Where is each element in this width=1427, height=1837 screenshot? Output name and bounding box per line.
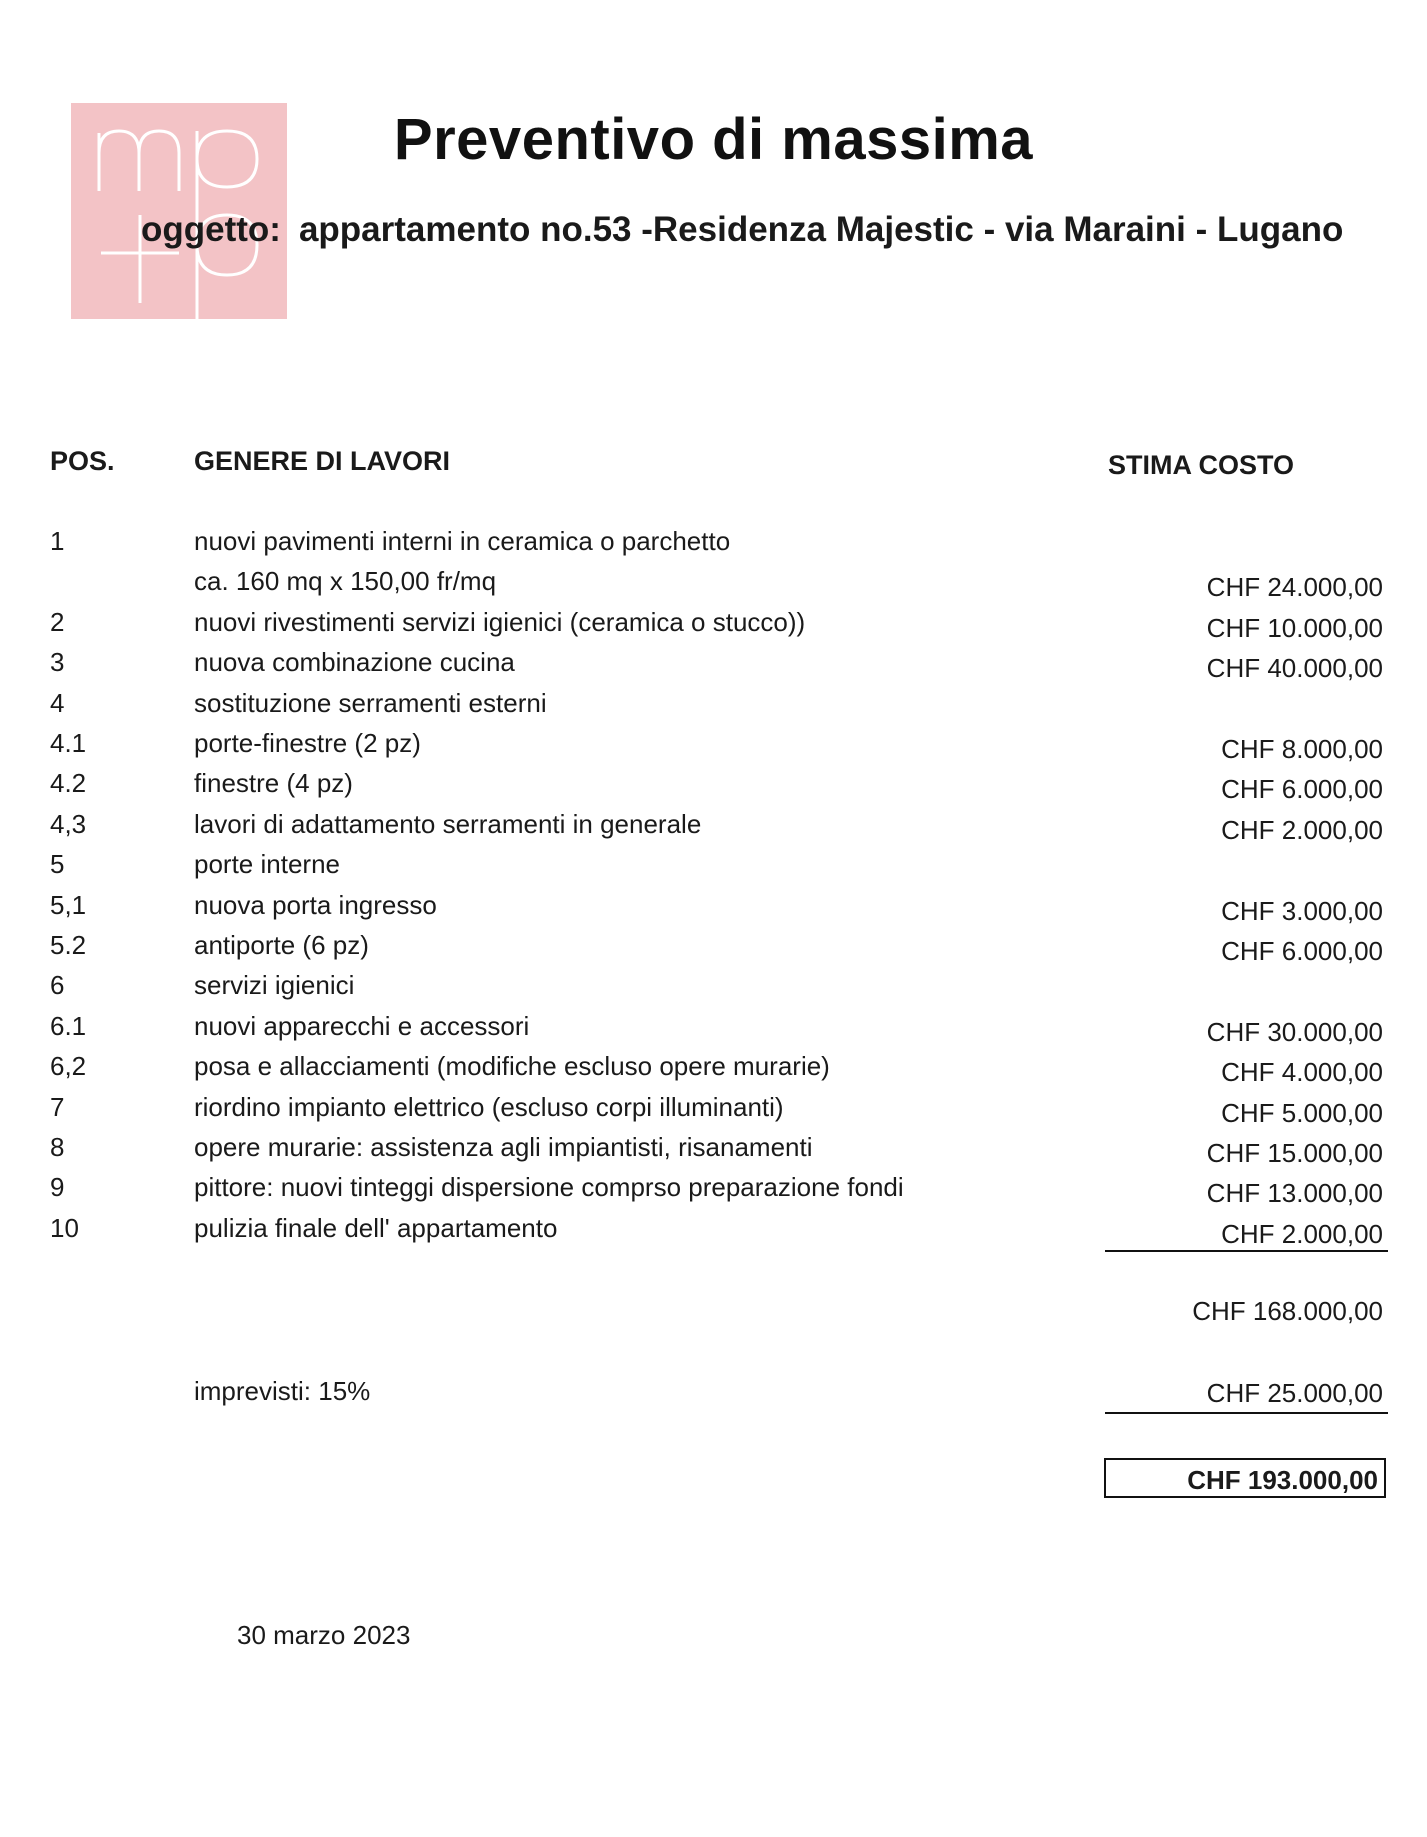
total-box xyxy=(1104,1458,1386,1498)
row-pos: 5,1 xyxy=(50,889,87,920)
table-row xyxy=(0,930,1427,970)
row-amount: CHF 6.000,00 xyxy=(1221,936,1383,966)
row-description: nuova combinazione cucina xyxy=(194,647,515,678)
subject-line xyxy=(141,210,1343,250)
total-rule xyxy=(1105,1412,1388,1414)
row-pos: 8 xyxy=(50,1132,65,1162)
row-amount: CHF 2.000,00 xyxy=(1221,1218,1383,1249)
row-pos: 3 xyxy=(50,647,65,678)
table-row xyxy=(0,647,1427,687)
row-description: servizi igienici xyxy=(194,970,355,1001)
table-row xyxy=(0,1092,1427,1132)
row-description: finestre (4 pz) xyxy=(194,768,353,799)
row-pos: 1 xyxy=(50,526,65,556)
row-pos: 10 xyxy=(50,1212,79,1243)
table-row xyxy=(0,890,1427,930)
row-description: posa e allacciamenti (modifiche escluso opere murarie) xyxy=(194,1051,830,1082)
row-pos: 7 xyxy=(50,1091,65,1122)
row-amount: CHF 2.000,00 xyxy=(1221,814,1383,845)
row-description: nuovi rivestimenti servizi igienici (ceramica o stucco)) xyxy=(194,606,806,637)
row-description: nuova porta ingresso xyxy=(194,889,437,920)
row-pos: 6.1 xyxy=(50,1010,87,1041)
row-description: ca. 160 mq x 150,00 fr/mq xyxy=(194,566,497,597)
row-description: lavori di adattamento serramenti in generale xyxy=(194,808,702,839)
table-row xyxy=(0,1011,1427,1051)
subtotal-amount: CHF 168.000,00 xyxy=(1192,1296,1383,1326)
table-row xyxy=(0,849,1427,889)
total-amount: CHF 193.000,00 xyxy=(1187,1465,1378,1495)
row-amount: CHF 40.000,00 xyxy=(1206,653,1383,684)
contingency-amount: CHF 25.000,00 xyxy=(1206,1378,1383,1408)
header-pos: POS. xyxy=(50,446,115,476)
table-row xyxy=(0,1213,1427,1253)
table-row xyxy=(0,566,1427,606)
row-amount: CHF 5.000,00 xyxy=(1221,1097,1383,1128)
row-pos: 6,2 xyxy=(50,1051,87,1082)
table-row xyxy=(0,1172,1427,1212)
row-amount: CHF 6.000,00 xyxy=(1221,774,1383,805)
row-description: riordino impianto elettrico (escluso corpi illuminanti) xyxy=(194,1091,784,1122)
row-description: porte-finestre (2 pz) xyxy=(194,728,421,758)
table-row xyxy=(0,768,1427,808)
table-row xyxy=(0,728,1427,768)
row-description: nuovi pavimenti interni in ceramica o parchetto xyxy=(194,526,731,556)
document-date: 30 marzo 2023 xyxy=(237,1620,411,1650)
row-pos: 5.2 xyxy=(50,930,87,960)
row-amount: CHF 24.000,00 xyxy=(1206,572,1383,603)
document-title: Preventivo di massima xyxy=(393,107,1034,172)
header-description: GENERE DI LAVORI xyxy=(194,446,451,476)
row-amount: CHF 10.000,00 xyxy=(1206,612,1383,643)
row-pos: 9 xyxy=(50,1172,65,1203)
row-amount: CHF 3.000,00 xyxy=(1221,895,1383,926)
table-row xyxy=(0,809,1427,849)
table-row xyxy=(0,526,1427,566)
row-pos: 4.1 xyxy=(50,728,87,758)
row-pos: 5 xyxy=(50,849,65,880)
row-description: opere murarie: assistenza agli impiantisti, risanamenti xyxy=(194,1132,813,1162)
row-amount: CHF 8.000,00 xyxy=(1221,734,1383,764)
row-description: antiporte (6 pz) xyxy=(194,930,369,960)
subject-text: appartamento no.53 -Residenza Majestic - via Maraini - Lugano xyxy=(298,210,1344,249)
row-amount: CHF 4.000,00 xyxy=(1221,1057,1383,1088)
row-description: pulizia finale dell' appartamento xyxy=(194,1212,558,1243)
row-description: pittore: nuovi tinteggi dispersione comprso preparazione fondi xyxy=(194,1172,904,1203)
row-description: nuovi apparecchi e accessori xyxy=(194,1010,530,1041)
subject-label: oggetto: xyxy=(141,210,281,249)
header-cost: STIMA COSTO xyxy=(1108,450,1295,480)
row-amount: CHF 30.000,00 xyxy=(1206,1016,1383,1047)
row-pos: 4 xyxy=(50,687,65,718)
table-row xyxy=(0,1051,1427,1091)
table-row xyxy=(0,688,1427,728)
table-row xyxy=(0,1132,1427,1172)
row-pos: 2 xyxy=(50,606,65,637)
row-amount: CHF 13.000,00 xyxy=(1206,1178,1383,1209)
row-description: sostituzione serramenti esterni xyxy=(194,687,547,718)
row-description: porte interne xyxy=(194,849,340,880)
table-row xyxy=(0,607,1427,647)
row-amount: CHF 15.000,00 xyxy=(1206,1138,1383,1168)
subtotal-rule xyxy=(1105,1250,1388,1252)
row-pos: 4.2 xyxy=(50,768,87,799)
row-pos: 4,3 xyxy=(50,808,87,839)
row-pos: 6 xyxy=(50,970,65,1001)
contingency-label: imprevisti: 15% xyxy=(194,1376,371,1406)
table-row xyxy=(0,970,1427,1010)
